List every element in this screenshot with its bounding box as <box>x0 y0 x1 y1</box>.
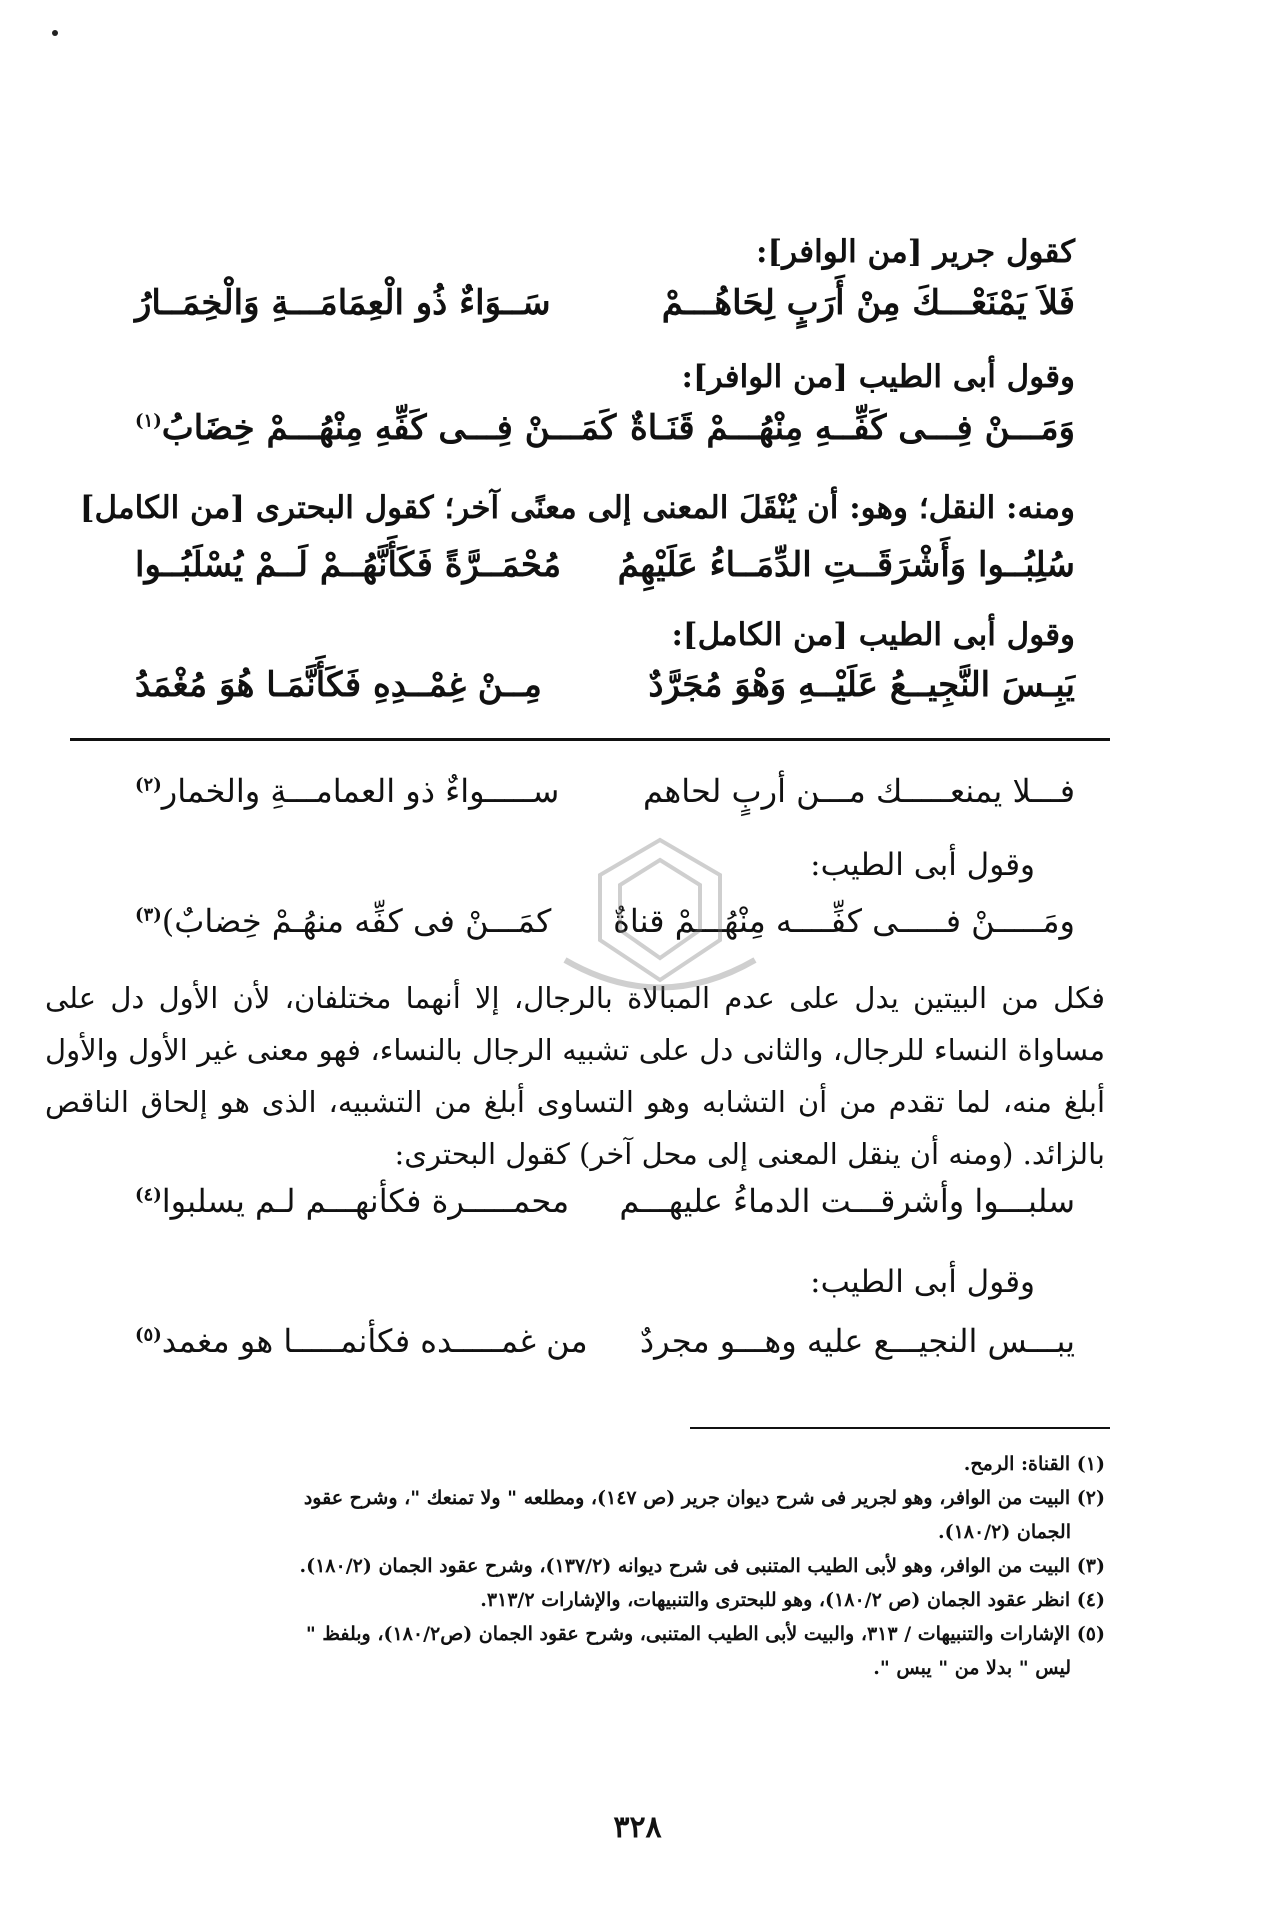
hemistich-text: ســـــواءٌ ذو العمامـــةِ والخمار <box>161 772 560 810</box>
hemistich-text: كَمَـــنْ فِـــى كَفِّهِ مِنْهُـــمْ خِضَابُ <box>161 408 617 448</box>
intro-line <box>95 1262 1035 1302</box>
footnote-text: القناة: الرمح. <box>963 1453 1071 1475</box>
footnote-continuation: ليس " بدلا من " يبس ". <box>873 1657 1071 1679</box>
verse-line <box>135 408 1075 462</box>
hemistich-right: فَلاَ يَمْنَعْـــكَ مِنْ أَرَبٍ لِحَاهُـــمْ <box>661 283 1075 323</box>
hemistich-text: محمـــــرة فكأنهـــم لـم يسلبوا <box>161 1182 570 1220</box>
hemistich-right: سُلِبُــوا وَأَشْرَقَــتِ الدِّمَــاءُ عَلَيْهِمُ <box>617 545 1075 585</box>
hemistich-left: مُحْمَــرَّةً فَكَأَنَّهُــمْ لَــمْ يُسْلَبُــوا <box>135 545 562 585</box>
hemistich-left <box>135 1182 569 1220</box>
hemistich-text: من غمـــــده فكأنمـــــا هو مغمد <box>161 1322 588 1360</box>
verse-line <box>135 283 1075 337</box>
intro-line <box>135 615 1075 655</box>
intro-abi-tayyib-4: وقول أبى الطيب: <box>810 1264 1035 1300</box>
footnote-text: البيت من الوافر، وهو لجرير فى شرح ديوان جرير (ص ١٤٧)، ومطلعه " ولا تمنعك "، وشرح عقود <box>303 1487 1071 1509</box>
footnote-number: (٢) <box>1076 1487 1105 1509</box>
footnote-reference: (٤) <box>135 1184 162 1206</box>
verse-line <box>135 772 1075 826</box>
intro-abi-tayyib-3: وقول أبى الطيب: <box>810 847 1035 883</box>
footnote <box>75 1447 1105 1481</box>
footnote-number: (١) <box>1076 1453 1105 1475</box>
commentary-paragraph: فكل من البيتين يدل على عدم المبالاة بالرجال، إلا أنهما مختلفان، لأن الأول دل على مساواة النساء للرجال، والثانى دل على تشبيه الرجال بالنساء، فهو معنى غير الأول والأول أبلغ منه، لما تقدم من أن التشابه وهو التساوى أبلغ من التشبيه، الذى هو إلحاق الناقص بالزائد. (ومنه أن ينقل المعنى إلى محل آخر) كقول البحترى: <box>45 981 1105 1171</box>
verse-line <box>135 665 1075 719</box>
verse-line <box>135 1322 1075 1376</box>
footnote-text: الإشارات والتنبيهات / ٣١٣، والبيت لأبى الطيب المتنبى، وشرح عقود الجمان (ص١٨٠/٢)، وبلفظ " <box>305 1623 1071 1645</box>
footnote-divider <box>690 1427 1110 1429</box>
footnote-number: (٤) <box>1076 1589 1105 1611</box>
footnote-text: البيت من الوافر، وهو لأبى الطيب المتنبى فى شرح ديوانه (١٣٧/٢)، وشرح عقود الجمان (١٨٠/٢). <box>299 1555 1071 1577</box>
library-stamp-watermark <box>545 830 775 1010</box>
hemistich-right: يَبِـسَ النَّجِيــعُ عَلَيْــهِ وَهْوَ مُجَرَّدٌ <box>648 665 1075 705</box>
footnote <box>75 1549 1105 1583</box>
footnote-continuation: الجمان (١٨٠/٢). <box>937 1521 1071 1543</box>
hemistich-left <box>135 408 616 448</box>
hemistich-left <box>135 1322 588 1360</box>
intro-abi-tayyib-2: وقول أبى الطيب [من الكامل]: <box>671 617 1075 653</box>
footnote <box>75 1481 1105 1549</box>
footnote-number: (٣) <box>1076 1555 1105 1577</box>
intro-jarir: كقول جرير [من الوافر]: <box>756 234 1075 270</box>
intro-line <box>79 488 1075 528</box>
page-number: ٣٢٨ <box>613 1810 662 1845</box>
section-divider <box>70 738 1110 741</box>
hemistich-right: ومَـــــنْ فـــــى كفِّــــه مِنْهُـــمْ قناةٌ <box>613 902 1075 940</box>
scan-speck <box>52 30 58 36</box>
hemistich-left: سَــوَاءٌ ذُو الْعِمَامَـــةِ وَالْخِمَــارُ <box>135 283 551 323</box>
hemistich-right: وَمَـــنْ فِـــى كَفِّــهِ مِنْهُـــمْ قَنَـاةٌ <box>629 408 1075 448</box>
footnote <box>75 1583 1105 1617</box>
footnote-number: (٥) <box>1076 1623 1105 1645</box>
footnote-text: انظر عقود الجمان (ص ١٨٠/٢)، وهو للبحترى والتنبيهات، والإشارات ٣١٣/٢. <box>480 1589 1071 1611</box>
footnote-reference: (٢) <box>135 774 162 796</box>
intro-naql: ومنه: النقل؛ وهو: أن يُنْقَلَ المعنى إلى معنًى آخر؛ كقول البحترى [من الكامل] <box>79 490 1075 526</box>
footnote <box>75 1617 1105 1685</box>
hemistich-left <box>135 902 551 940</box>
intro-abi-tayyib: وقول أبى الطيب [من الوافر]: <box>681 359 1075 395</box>
footnote-reference: (١) <box>135 410 162 432</box>
verse-line <box>135 545 1075 599</box>
footnotes <box>75 1447 1105 1685</box>
intro-line <box>135 232 1075 272</box>
hemistich-text: كمَـــنْ فى كفِّه منهُـمْ خِضابٌ) <box>161 902 552 940</box>
footnote-reference: (٥) <box>135 1324 162 1346</box>
hemistich-right: سلبـــوا وأشرقـــت الدماءُ عليهـــم <box>619 1182 1075 1220</box>
verse-line <box>135 1182 1075 1236</box>
hemistich-right: يبـــس النجيـــع عليه وهـــو مجردٌ <box>639 1322 1075 1360</box>
hemistich-left: مِــنْ غِمْــدِهِ فَكَأَنَّمَـا هُوَ مُغْمَدُ <box>135 665 542 705</box>
hemistich-right: فـــلا يمنعـــــك مـــن أربٍ لحاهم <box>643 772 1075 810</box>
hemistich-left <box>135 772 559 810</box>
intro-line <box>135 357 1075 397</box>
footnote-reference: (٣) <box>135 904 162 926</box>
